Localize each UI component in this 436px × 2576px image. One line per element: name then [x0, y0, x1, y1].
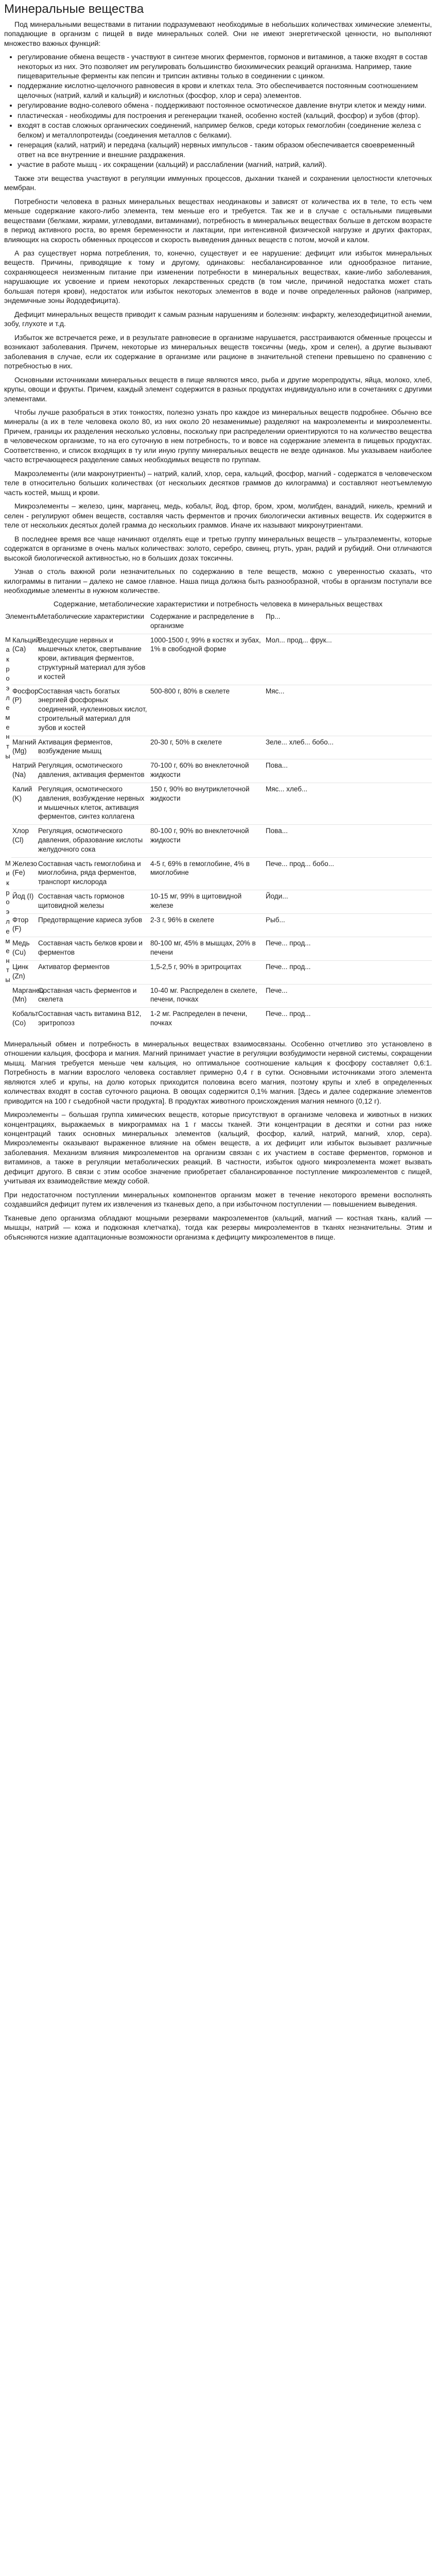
element-cell: Натрий (Na): [11, 759, 37, 783]
paragraph: При недостаточном поступлении минеральных компонентов организм может в течение некоторого времени восполнять создавшийся дефицит путем их извлечения из тканевых депо, а при избыточном поступлении — повышением выведения.: [4, 1190, 432, 1209]
table-row: [4, 890, 432, 914]
group-label-micro: [4, 857, 11, 1031]
paragraph: Микроэлементы – большая группа химических веществ, которые присутствуют в организме человека и животных в низких концентрациях, выражаемых в микрограммах на 1 г массы тканей. Эти концентрации в десятки и сотни раз ниже концентраций таких основных минеральных элементов (кальций, фосфор, калий, натрий, магний, хлор, сера). Микроэлементы оказывают выраженное влияние на обмен веществ, а их дефицит или избыток вызывает различные заболевания. Механизм влияния микроэлементов на организм связан с их участием в составе ферментов, гормонов и витаминов, а также в регуляции метаболических реакций. В частности, избыток одного микроэлемента может вызвать дефицит другого. В связи с этим особое значение приобретает сбалансированное поступление микроэлементов с пищей, учитывая их взаимодействие между собой.: [4, 1110, 432, 1185]
group-label-letter: е: [6, 703, 10, 711]
metabolic-cell: Составная часть богатых энергией фосфорных соединений, нуклеиновых кислот, строительный материал для зубов и костей: [37, 685, 149, 736]
content-cell: 1-2 мг. Распределен в печени, почках: [149, 1008, 265, 1031]
table-row: [4, 960, 432, 984]
group-label-letter: н: [6, 956, 10, 964]
table-row: [4, 1008, 432, 1031]
group-label-letter: о: [6, 674, 10, 683]
table-row: [4, 984, 432, 1008]
group-label-letter: а: [6, 645, 10, 653]
extra-cell: Мяс...: [265, 685, 432, 736]
group-label-letter: н: [6, 733, 10, 741]
paragraph: Дефицит минеральных веществ приводит к самым разным нарушениям и болезням: инфаркту, железодефицитной анемии, зобу, глухоте и т.д.: [4, 310, 432, 328]
content-cell: 1,5-2,5 г, 90% в эритроцитах: [149, 960, 265, 984]
group-label-letter: ы: [5, 976, 10, 984]
content-cell: 1000-1500 г, 99% в костях и зубах, 1% в свободной форме: [149, 634, 265, 685]
group-label-letter: л: [6, 918, 10, 926]
paragraph: Минеральный обмен и потребность в минеральных веществах взаимосвязаны. Особенно отчетливо это установлено в отношении кальция, фосфора и магния. Магний принимает участие в регуляции возбудимости нервной системы, сокращении мышц. Магния требуется меньше чем кальция, но оптимальное соотношение кальция к фосфору составляет 0,6:1. Потребность в магнии взрослого человека составляет примерно 0,4 г в сутки. Основными источниками этого элемента являются хлеб и крупы, на долю которых приходится половина всего магния, поэтому крупы и хлеб в определенных количествах входят в состав суточного рациона. В овощах содержится 0,1% магния. [Здесь и далее содержание элементов приводится на 100 г съедобной части продукта]. В продуктах животного происхождения магния немного (0,12 г).: [4, 1039, 432, 1105]
minerals-table: [4, 611, 432, 1031]
extra-cell: Пече... прод...: [265, 937, 432, 961]
metabolic-cell: Составная часть витамина B12, эритропоэз: [37, 1008, 149, 1031]
group-label-letter: р: [6, 665, 10, 673]
paragraph: Узнав о столь важной роли незначительных по содержанию в теле веществ, можно с уверенностью сказать, что килограммы в питании – далеко не самое главное. Наша пища должна быть разнообразной, чтобы в организм поступали все необходимые элементы в нужном количестве.: [4, 567, 432, 595]
column-header-content: Содержание и распределение в организме: [150, 612, 254, 630]
metabolic-cell: Составная часть белков крови и ферментов: [37, 937, 149, 961]
paragraph: Чтобы лучше разобраться в этих тонкостях, полезно узнать про каждое из минеральных веществ подробнее. Обычно все минералы (а их в теле человека около 80, из них около 20 незаменимые) разделяют на макроэлементы и микроэлементы. Причем, границы их разделения несколько условны, поскольку при распределении ориентируются то на количество вещества в человеческом организме, то на его суточную в нем потребность, то и вовсе на содержание элемента в пищевых продуктах. Соответственно, и список входящих в ту или иную группу минеральных веществ не везде одинаков. Мы указываем наиболее часто встречающееся разделение самых необходимых веществ по группам.: [4, 408, 432, 464]
content-cell: 80-100 мг, 45% в мышцах, 20% в печени: [149, 937, 265, 961]
extra-cell: Зеле... хлеб... бобо...: [265, 736, 432, 759]
intro-paragraph: Под минеральными веществами в питании подразумевают необходимые в небольших количествах химические элементы, попадающие в организм с пищей в виде минеральных солей. Они не имеют энергетической ценности, но выполняют множество важных функций:: [4, 20, 432, 47]
paragraph: Тканевые депо организма обладают мощными резервами макроэлементов (кальций, магний — костная ткань, калий — мышцы, натрий — кожа и подкожная клетчатка), тогда как резервы микроэлементов в тканях незначительны. Этим и объясняются низкие адаптационные возможности организма к дефициту микроэлементов в пище.: [4, 1213, 432, 1241]
extra-cell: Йоди...: [265, 890, 432, 914]
metabolic-cell: Активация ферментов, возбуждение мышц: [37, 736, 149, 759]
column-header-elements: Элементы: [5, 612, 39, 620]
group-label-letter: ы: [5, 752, 10, 760]
content-cell: 20-30 г, 50% в скелете: [149, 736, 265, 759]
paragraph: В последнее время все чаще начинают отделять еще и третью группу минеральных веществ – ультраэлементы, которые содержатся в организме в очень малых количествах: золото, серебро, свинец, ртуть, уран, радий и рубидий. Они отличаются высокой биологической активностью, но в больших дозах токсичны.: [4, 534, 432, 562]
paragraph: Микроэлементы – железо, цинк, марганец, медь, кобальт, йод, фтор, бром, хром, молибден, ванадий, никель, кремний и селен - регулируют обмен веществ, составляя часть ферментов и прочих биологически активных веществ. Их содержится в теле от нескольких десятых долей грамма до нескольких граммов. Иначе их называют микронутриентами.: [4, 502, 432, 530]
content-cell: 2-3 г, 96% в скелете: [149, 913, 265, 937]
list-item: • регулирование обмена веществ - участвуют в синтезе многих ферментов, гормонов и витаминов, а также входят в состав некоторых из них. Это позволяет им регулировать большинство биохимических реакций организма. Например, такие пищеварительные ферменты как пепсин и трипсин активны только в соединении с цинком.: [18, 52, 429, 80]
paragraph: Избыток же встречается реже, и в результате равновесие в организме нарушается, расстраиваются обменные процессы и возникают заболевания. Причем, некоторые из минеральных веществ токсичны (медь, хром и селен), а другие вызывают заболевания в случае, если их содержание в организме или рационе в значительной степени превышено по сравнению с потребностью в них.: [4, 333, 432, 370]
content-cell: 500-800 г, 80% в скелете: [149, 685, 265, 736]
table-row: [4, 783, 432, 824]
group-label-letter: э: [6, 908, 10, 916]
table-header-row: [4, 611, 432, 634]
table-body: [4, 634, 432, 1031]
content-cell: 10-40 мг. Распределен в скелете, печени, почках: [149, 984, 265, 1008]
metabolic-cell: Регуляция, осмотического давления, возбуждение нервных и мышечных клеток, активация ферментов, синтез коллагена: [37, 783, 149, 824]
paragraph: Основными источниками минеральных веществ в пище являются мясо, рыба и другие морепродукты, яйца, молоко, хлеб, крупы, овощи и фрукты. Причем, каждый элемент содержится в разных продуктах индивидуально или в сочетаниях с другими элементами.: [4, 375, 432, 403]
table-row: [4, 825, 432, 857]
paragraph: Макроэлементы (или макронутриенты) – натрий, калий, хлор, сера, кальций, фосфор, магний - содержатся в человеческом теле в относительно больших количествах (от нескольких десятков граммов до килограмма) и составляют неотъемлемую часть костей, мышц и крови.: [4, 469, 432, 497]
group-label-letter: е: [6, 723, 10, 731]
group-label-macro: [4, 634, 11, 857]
element-cell: Магний (Mg): [11, 736, 37, 759]
group-label-letter: к: [6, 878, 9, 887]
element-cell: Фтор (F): [11, 913, 37, 937]
extra-cell: Пова...: [265, 759, 432, 783]
paragraph: Потребности человека в разных минеральных веществах неодинаковы и зависят от количества их в теле, то есть чем меньше содержание какого-либо элемента, тем меньше его и требуется. Так же и в случае с остальными пищевыми веществами (белками, жирами, углеводами, витаминами), потребность в минеральных веществах больше в детском возрасте в период активного роста, во время беременности и лактации, при интенсивной физической нагрузке и других факторах, влияющих на скорость обменных процессов и скорость выведения данных веществ с потом, мочой и калом.: [4, 197, 432, 244]
content-cell: 80-100 г, 90% во внеклеточной жидкости: [149, 825, 265, 857]
group-label-letter: к: [6, 655, 9, 663]
list-item: • участие в работе мышц - их сокращении (кальций) и расслаблении (магний, натрий, калий).: [18, 160, 429, 169]
extra-cell: Пече... прод...: [265, 1008, 432, 1031]
table-row: [4, 736, 432, 759]
group-label-letter: е: [6, 927, 10, 936]
extra-cell: Пова...: [265, 825, 432, 857]
element-cell: Калий (K): [11, 783, 37, 824]
group-label-letter: л: [6, 694, 10, 702]
group-label-letter: М: [5, 859, 11, 868]
element-cell: Хлор (Cl): [11, 825, 37, 857]
group-label-letter: р: [6, 888, 10, 896]
column-header-extra: Пр...: [266, 612, 281, 620]
table-row: [4, 857, 432, 890]
element-cell: Медь (Cu): [11, 937, 37, 961]
element-cell: Марганец (Mn): [11, 984, 37, 1008]
group-label-letter: е: [6, 946, 10, 955]
paragraph: Также эти вещества участвуют в регуляции иммунных процессов, дыхании тканей и сохранении целостности клеточных мембран.: [4, 174, 432, 192]
metabolic-cell: Активатор ферментов: [37, 960, 149, 984]
element-cell: Кобальт (Co): [11, 1008, 37, 1031]
group-label-letter: М: [5, 636, 11, 644]
content-cell: 4-5 г, 69% в гемоглобине, 4% в миоглобине: [149, 857, 265, 890]
extra-cell: Пече... прод...: [265, 960, 432, 984]
metabolic-cell: Составная часть ферментов и скелета: [37, 984, 149, 1008]
metabolic-cell: Регуляция, осмотического давления, активация ферментов: [37, 759, 149, 783]
element-cell: Железо (Fe): [11, 857, 37, 890]
extra-cell: Мяс... хлеб...: [265, 783, 432, 824]
functions-list: [4, 52, 429, 170]
table-row: [4, 913, 432, 937]
element-cell: Цинк (Zn): [11, 960, 37, 984]
extra-cell: Мол... прод... фрук...: [265, 634, 432, 685]
table-row: [4, 685, 432, 736]
group-label-letter: м: [5, 713, 10, 721]
table-row: [4, 634, 432, 685]
page-title: Минеральные вещества: [4, 2, 144, 16]
list-item: • поддержание кислотно-щелочного равновесия в крови и клетках тела. Это обеспечивается постоянным соотношением щелочных (натрий, калий и кальций) и кислотных (фосфор, хлор и сера) элементов.: [18, 81, 429, 100]
group-label-letter: т: [6, 966, 9, 974]
metabolic-cell: Вездесущие нервных и мышечных клеток, свертывание крови, активация ферментов, структурный материал для зубов и костей: [37, 634, 149, 685]
extra-cell: Пече...: [265, 984, 432, 1008]
content-cell: 70-100 г, 60% во внеклеточной жидкости: [149, 759, 265, 783]
metabolic-cell: Регуляция, осмотического давления, образование кислоты желудочного сока: [37, 825, 149, 857]
element-cell: Кальций (Ca): [11, 634, 37, 685]
metabolic-cell: Составная часть гормонов щитовидной железы: [37, 890, 149, 914]
group-label-letter: э: [6, 684, 10, 692]
extra-cell: Пече... прод... бобо...: [265, 857, 432, 890]
metabolic-cell: Составная часть гемоглобина и миоглобина, ряда ферментов, транспорт кислорода: [37, 857, 149, 890]
group-label-letter: о: [6, 898, 10, 906]
group-label-letter: м: [5, 937, 10, 945]
article: [0, 0, 436, 1251]
content-cell: 10-15 мг, 99% в щитовидной железе: [149, 890, 265, 914]
metabolic-cell: Предотвращение кариеса зубов: [37, 913, 149, 937]
table-row: [4, 937, 432, 961]
table-title: Содержание, метаболические характеристики и потребность человека в минеральных веществах: [53, 600, 383, 608]
table-row: [4, 759, 432, 783]
list-item: • входят в состав сложных органических соединений, например белков, среди которых гемоглобин (соединение железа с белком) и металлопротеиды (соединения металлов с белками).: [18, 121, 429, 140]
column-header-metabolic: Метаболические характеристики: [38, 612, 145, 620]
element-cell: Фосфор (P): [11, 685, 37, 736]
list-item: • генерация (калий, натрий) и передача (кальций) нервных импульсов - таким образом обеспечивается своевременный ответ на все внутренние и внешние раздражения.: [18, 140, 429, 159]
list-item: • пластическая - необходимы для построения и регенерации тканей, особенно костей (кальций, фосфор) и зубов (фтор).: [18, 111, 429, 120]
group-label-letter: т: [6, 742, 9, 751]
paragraph: А раз существует норма потребления, то, конечно, существует и ее нарушение: дефицит или избыток минеральных веществ. Причины, приводящие к тому и другому, одинаковы: несбалансированное или однообразное питание, сохраняющееся неизменным питание при изменении потребности в минеральных веществах, какие-либо заболевания, нарушающие их усвоение и прием некоторых лекарственных средств (в том числе, причиной недостатка может стать большая потеря крови), недостаток или избыток некоторых элементов в воде и почве определенных районов (например, эндемичные зоны йододефицита).: [4, 248, 432, 305]
content-cell: 150 г, 90% во внутриклеточной жидкости: [149, 783, 265, 824]
element-cell: Йод (I): [11, 890, 37, 914]
extra-cell: Рыб...: [265, 913, 432, 937]
group-label-letter: и: [6, 869, 10, 877]
list-item: • регулирование водно-солевого обмена - поддерживают постоянное осмотическое давление внутри клеток и между ними.: [18, 100, 429, 110]
